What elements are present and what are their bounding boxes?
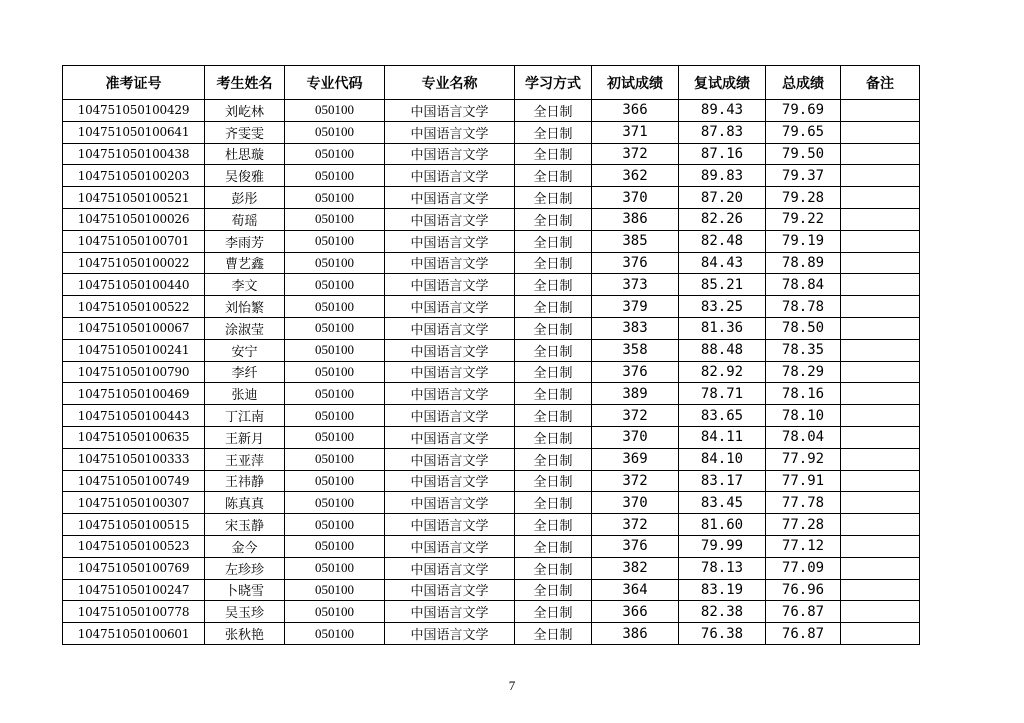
cell-initial-score: 382 bbox=[592, 557, 679, 579]
cell-major-code: 050100 bbox=[285, 579, 385, 601]
cell-major-name: 中国语言文学 bbox=[385, 623, 515, 645]
cell-study-mode: 全日制 bbox=[515, 208, 592, 230]
table-row bbox=[63, 448, 920, 470]
cell-major-code: 050100 bbox=[285, 535, 385, 557]
cell-initial-score: 369 bbox=[592, 448, 679, 470]
cell-major-code: 050100 bbox=[285, 187, 385, 209]
admission-results-table bbox=[62, 65, 920, 645]
cell-major-code: 050100 bbox=[285, 623, 385, 645]
cell-total-score: 77.09 bbox=[766, 557, 841, 579]
cell-total-score: 78.16 bbox=[766, 383, 841, 405]
cell-major-code: 050100 bbox=[285, 165, 385, 187]
cell-major-code: 050100 bbox=[285, 296, 385, 318]
cell-retest-score: 82.92 bbox=[679, 361, 766, 383]
cell-major-name: 中国语言文学 bbox=[385, 187, 515, 209]
table-row bbox=[63, 230, 920, 252]
cell-major-code: 050100 bbox=[285, 470, 385, 492]
cell-candidate-name: 齐雯雯 bbox=[205, 121, 285, 143]
cell-candidate-name: 荀瑶 bbox=[205, 208, 285, 230]
cell-exam-id: 104751050100515 bbox=[63, 514, 205, 536]
cell-exam-id: 104751050100641 bbox=[63, 121, 205, 143]
cell-major-name: 中国语言文学 bbox=[385, 317, 515, 339]
cell-study-mode: 全日制 bbox=[515, 274, 592, 296]
table-header bbox=[63, 66, 920, 100]
cell-initial-score: 364 bbox=[592, 579, 679, 601]
cell-initial-score: 370 bbox=[592, 187, 679, 209]
cell-study-mode: 全日制 bbox=[515, 187, 592, 209]
table-row bbox=[63, 296, 920, 318]
table-row bbox=[63, 514, 920, 536]
cell-retest-score: 79.99 bbox=[679, 535, 766, 557]
table-row bbox=[63, 339, 920, 361]
cell-initial-score: 372 bbox=[592, 405, 679, 427]
cell-study-mode: 全日制 bbox=[515, 535, 592, 557]
cell-retest-score: 87.16 bbox=[679, 143, 766, 165]
cell-initial-score: 386 bbox=[592, 623, 679, 645]
cell-candidate-name: 王新月 bbox=[205, 426, 285, 448]
cell-initial-score: 386 bbox=[592, 208, 679, 230]
cell-exam-id: 104751050100749 bbox=[63, 470, 205, 492]
cell-remarks bbox=[841, 557, 920, 579]
cell-exam-id: 104751050100203 bbox=[63, 165, 205, 187]
cell-major-name: 中国语言文学 bbox=[385, 383, 515, 405]
cell-retest-score: 81.60 bbox=[679, 514, 766, 536]
cell-initial-score: 379 bbox=[592, 296, 679, 318]
cell-study-mode: 全日制 bbox=[515, 165, 592, 187]
cell-initial-score: 383 bbox=[592, 317, 679, 339]
cell-remarks bbox=[841, 208, 920, 230]
cell-major-code: 050100 bbox=[285, 100, 385, 122]
cell-total-score: 79.22 bbox=[766, 208, 841, 230]
cell-major-code: 050100 bbox=[285, 143, 385, 165]
cell-major-code: 050100 bbox=[285, 448, 385, 470]
cell-exam-id: 104751050100601 bbox=[63, 623, 205, 645]
cell-major-code: 050100 bbox=[285, 339, 385, 361]
cell-total-score: 78.29 bbox=[766, 361, 841, 383]
cell-major-code: 050100 bbox=[285, 121, 385, 143]
cell-initial-score: 370 bbox=[592, 492, 679, 514]
cell-study-mode: 全日制 bbox=[515, 514, 592, 536]
header-candidate-name: 考生姓名 bbox=[205, 66, 285, 100]
cell-total-score: 78.35 bbox=[766, 339, 841, 361]
cell-study-mode: 全日制 bbox=[515, 601, 592, 623]
cell-candidate-name: 吴玉珍 bbox=[205, 601, 285, 623]
cell-remarks bbox=[841, 296, 920, 318]
cell-retest-score: 82.38 bbox=[679, 601, 766, 623]
cell-exam-id: 104751050100523 bbox=[63, 535, 205, 557]
cell-remarks bbox=[841, 383, 920, 405]
cell-total-score: 76.87 bbox=[766, 601, 841, 623]
cell-initial-score: 376 bbox=[592, 361, 679, 383]
cell-candidate-name: 王亚萍 bbox=[205, 448, 285, 470]
table-row bbox=[63, 557, 920, 579]
cell-exam-id: 104751050100635 bbox=[63, 426, 205, 448]
cell-study-mode: 全日制 bbox=[515, 623, 592, 645]
table-row bbox=[63, 535, 920, 557]
table-row bbox=[63, 187, 920, 209]
cell-study-mode: 全日制 bbox=[515, 426, 592, 448]
cell-study-mode: 全日制 bbox=[515, 143, 592, 165]
cell-retest-score: 87.83 bbox=[679, 121, 766, 143]
table-row bbox=[63, 623, 920, 645]
cell-major-name: 中国语言文学 bbox=[385, 601, 515, 623]
cell-total-score: 78.04 bbox=[766, 426, 841, 448]
cell-exam-id: 104751050100790 bbox=[63, 361, 205, 383]
cell-exam-id: 104751050100701 bbox=[63, 230, 205, 252]
cell-retest-score: 83.65 bbox=[679, 405, 766, 427]
cell-total-score: 77.92 bbox=[766, 448, 841, 470]
table-row bbox=[63, 426, 920, 448]
cell-remarks bbox=[841, 514, 920, 536]
cell-total-score: 77.91 bbox=[766, 470, 841, 492]
cell-remarks bbox=[841, 274, 920, 296]
cell-candidate-name: 李雨芳 bbox=[205, 230, 285, 252]
cell-total-score: 78.10 bbox=[766, 405, 841, 427]
cell-exam-id: 104751050100769 bbox=[63, 557, 205, 579]
cell-major-name: 中国语言文学 bbox=[385, 121, 515, 143]
cell-total-score: 79.65 bbox=[766, 121, 841, 143]
header-row bbox=[63, 66, 920, 100]
table-row bbox=[63, 165, 920, 187]
cell-total-score: 76.87 bbox=[766, 623, 841, 645]
cell-total-score: 79.69 bbox=[766, 100, 841, 122]
cell-candidate-name: 曹艺鑫 bbox=[205, 252, 285, 274]
cell-exam-id: 104751050100443 bbox=[63, 405, 205, 427]
cell-remarks bbox=[841, 317, 920, 339]
cell-initial-score: 373 bbox=[592, 274, 679, 296]
table-row bbox=[63, 470, 920, 492]
cell-remarks bbox=[841, 579, 920, 601]
cell-study-mode: 全日制 bbox=[515, 557, 592, 579]
cell-retest-score: 83.45 bbox=[679, 492, 766, 514]
cell-retest-score: 82.26 bbox=[679, 208, 766, 230]
cell-remarks bbox=[841, 230, 920, 252]
cell-remarks bbox=[841, 470, 920, 492]
cell-exam-id: 104751050100440 bbox=[63, 274, 205, 296]
cell-initial-score: 376 bbox=[592, 535, 679, 557]
cell-study-mode: 全日制 bbox=[515, 470, 592, 492]
cell-major-code: 050100 bbox=[285, 274, 385, 296]
cell-retest-score: 84.10 bbox=[679, 448, 766, 470]
cell-exam-id: 104751050100022 bbox=[63, 252, 205, 274]
cell-remarks bbox=[841, 143, 920, 165]
cell-exam-id: 104751050100247 bbox=[63, 579, 205, 601]
cell-major-code: 050100 bbox=[285, 405, 385, 427]
cell-retest-score: 87.20 bbox=[679, 187, 766, 209]
table-row bbox=[63, 317, 920, 339]
table-row bbox=[63, 383, 920, 405]
cell-exam-id: 104751050100522 bbox=[63, 296, 205, 318]
table-row bbox=[63, 121, 920, 143]
cell-study-mode: 全日制 bbox=[515, 492, 592, 514]
table-row bbox=[63, 252, 920, 274]
cell-study-mode: 全日制 bbox=[515, 339, 592, 361]
cell-major-code: 050100 bbox=[285, 208, 385, 230]
cell-exam-id: 104751050100438 bbox=[63, 143, 205, 165]
cell-retest-score: 82.48 bbox=[679, 230, 766, 252]
cell-major-name: 中国语言文学 bbox=[385, 296, 515, 318]
cell-candidate-name: 涂淑莹 bbox=[205, 317, 285, 339]
cell-exam-id: 104751050100067 bbox=[63, 317, 205, 339]
cell-study-mode: 全日制 bbox=[515, 230, 592, 252]
cell-retest-score: 83.19 bbox=[679, 579, 766, 601]
cell-major-name: 中国语言文学 bbox=[385, 252, 515, 274]
cell-total-score: 78.89 bbox=[766, 252, 841, 274]
cell-retest-score: 83.25 bbox=[679, 296, 766, 318]
cell-major-name: 中国语言文学 bbox=[385, 405, 515, 427]
cell-exam-id: 104751050100778 bbox=[63, 601, 205, 623]
cell-remarks bbox=[841, 405, 920, 427]
cell-total-score: 78.78 bbox=[766, 296, 841, 318]
cell-remarks bbox=[841, 339, 920, 361]
cell-major-code: 050100 bbox=[285, 557, 385, 579]
cell-total-score: 78.84 bbox=[766, 274, 841, 296]
cell-retest-score: 78.71 bbox=[679, 383, 766, 405]
table-row bbox=[63, 274, 920, 296]
cell-initial-score: 366 bbox=[592, 100, 679, 122]
header-major-code: 专业代码 bbox=[285, 66, 385, 100]
cell-initial-score: 372 bbox=[592, 470, 679, 492]
cell-initial-score: 370 bbox=[592, 426, 679, 448]
cell-exam-id: 104751050100429 bbox=[63, 100, 205, 122]
table-row bbox=[63, 405, 920, 427]
cell-major-code: 050100 bbox=[285, 383, 385, 405]
header-remarks: 备注 bbox=[841, 66, 920, 100]
cell-major-name: 中国语言文学 bbox=[385, 165, 515, 187]
cell-candidate-name: 丁江南 bbox=[205, 405, 285, 427]
header-major-name: 专业名称 bbox=[385, 66, 515, 100]
cell-candidate-name: 陈真真 bbox=[205, 492, 285, 514]
cell-candidate-name: 刘屹林 bbox=[205, 100, 285, 122]
cell-remarks bbox=[841, 448, 920, 470]
cell-major-name: 中国语言文学 bbox=[385, 448, 515, 470]
cell-major-name: 中国语言文学 bbox=[385, 361, 515, 383]
cell-total-score: 77.12 bbox=[766, 535, 841, 557]
cell-study-mode: 全日制 bbox=[515, 448, 592, 470]
cell-major-name: 中国语言文学 bbox=[385, 492, 515, 514]
cell-study-mode: 全日制 bbox=[515, 296, 592, 318]
cell-remarks bbox=[841, 535, 920, 557]
cell-major-name: 中国语言文学 bbox=[385, 100, 515, 122]
cell-major-name: 中国语言文学 bbox=[385, 535, 515, 557]
cell-candidate-name: 张秋艳 bbox=[205, 623, 285, 645]
table-row bbox=[63, 361, 920, 383]
cell-retest-score: 83.17 bbox=[679, 470, 766, 492]
cell-initial-score: 389 bbox=[592, 383, 679, 405]
cell-total-score: 79.37 bbox=[766, 165, 841, 187]
cell-retest-score: 89.83 bbox=[679, 165, 766, 187]
cell-initial-score: 372 bbox=[592, 143, 679, 165]
cell-candidate-name: 刘怡繁 bbox=[205, 296, 285, 318]
cell-candidate-name: 李文 bbox=[205, 274, 285, 296]
table-row bbox=[63, 143, 920, 165]
cell-exam-id: 104751050100521 bbox=[63, 187, 205, 209]
header-retest-score: 复试成绩 bbox=[679, 66, 766, 100]
cell-total-score: 76.96 bbox=[766, 579, 841, 601]
cell-major-code: 050100 bbox=[285, 230, 385, 252]
header-total-score: 总成绩 bbox=[766, 66, 841, 100]
cell-major-name: 中国语言文学 bbox=[385, 557, 515, 579]
cell-exam-id: 104751050100333 bbox=[63, 448, 205, 470]
cell-remarks bbox=[841, 492, 920, 514]
cell-study-mode: 全日制 bbox=[515, 383, 592, 405]
table-row bbox=[63, 492, 920, 514]
cell-study-mode: 全日制 bbox=[515, 405, 592, 427]
cell-retest-score: 81.36 bbox=[679, 317, 766, 339]
cell-remarks bbox=[841, 426, 920, 448]
cell-candidate-name: 张迪 bbox=[205, 383, 285, 405]
cell-major-code: 050100 bbox=[285, 514, 385, 536]
cell-total-score: 79.28 bbox=[766, 187, 841, 209]
cell-retest-score: 78.13 bbox=[679, 557, 766, 579]
header-initial-score: 初试成绩 bbox=[592, 66, 679, 100]
cell-retest-score: 76.38 bbox=[679, 623, 766, 645]
cell-candidate-name: 杜思璇 bbox=[205, 143, 285, 165]
cell-major-name: 中国语言文学 bbox=[385, 143, 515, 165]
cell-exam-id: 104751050100469 bbox=[63, 383, 205, 405]
cell-candidate-name: 左珍珍 bbox=[205, 557, 285, 579]
cell-candidate-name: 宋玉静 bbox=[205, 514, 285, 536]
cell-retest-score: 85.21 bbox=[679, 274, 766, 296]
cell-candidate-name: 金今 bbox=[205, 535, 285, 557]
cell-major-name: 中国语言文学 bbox=[385, 514, 515, 536]
cell-total-score: 78.50 bbox=[766, 317, 841, 339]
cell-remarks bbox=[841, 165, 920, 187]
cell-candidate-name: 李纤 bbox=[205, 361, 285, 383]
cell-major-name: 中国语言文学 bbox=[385, 470, 515, 492]
cell-study-mode: 全日制 bbox=[515, 252, 592, 274]
cell-study-mode: 全日制 bbox=[515, 121, 592, 143]
cell-major-code: 050100 bbox=[285, 426, 385, 448]
header-study-mode: 学习方式 bbox=[515, 66, 592, 100]
cell-major-code: 050100 bbox=[285, 317, 385, 339]
cell-candidate-name: 吴俊雅 bbox=[205, 165, 285, 187]
cell-study-mode: 全日制 bbox=[515, 361, 592, 383]
cell-initial-score: 371 bbox=[592, 121, 679, 143]
cell-initial-score: 385 bbox=[592, 230, 679, 252]
cell-major-code: 050100 bbox=[285, 361, 385, 383]
cell-total-score: 77.28 bbox=[766, 514, 841, 536]
cell-remarks bbox=[841, 100, 920, 122]
cell-candidate-name: 安宁 bbox=[205, 339, 285, 361]
cell-exam-id: 104751050100241 bbox=[63, 339, 205, 361]
cell-retest-score: 88.48 bbox=[679, 339, 766, 361]
cell-major-name: 中国语言文学 bbox=[385, 426, 515, 448]
cell-total-score: 79.50 bbox=[766, 143, 841, 165]
cell-retest-score: 84.11 bbox=[679, 426, 766, 448]
cell-initial-score: 358 bbox=[592, 339, 679, 361]
cell-study-mode: 全日制 bbox=[515, 100, 592, 122]
cell-total-score: 79.19 bbox=[766, 230, 841, 252]
cell-major-name: 中国语言文学 bbox=[385, 339, 515, 361]
cell-major-name: 中国语言文学 bbox=[385, 208, 515, 230]
table-body bbox=[63, 100, 920, 645]
cell-exam-id: 104751050100026 bbox=[63, 208, 205, 230]
cell-retest-score: 84.43 bbox=[679, 252, 766, 274]
cell-exam-id: 104751050100307 bbox=[63, 492, 205, 514]
cell-initial-score: 376 bbox=[592, 252, 679, 274]
cell-study-mode: 全日制 bbox=[515, 579, 592, 601]
cell-remarks bbox=[841, 187, 920, 209]
cell-major-code: 050100 bbox=[285, 492, 385, 514]
cell-initial-score: 362 bbox=[592, 165, 679, 187]
cell-retest-score: 89.43 bbox=[679, 100, 766, 122]
cell-study-mode: 全日制 bbox=[515, 317, 592, 339]
cell-remarks bbox=[841, 601, 920, 623]
cell-candidate-name: 彭彤 bbox=[205, 187, 285, 209]
cell-initial-score: 372 bbox=[592, 514, 679, 536]
cell-major-name: 中国语言文学 bbox=[385, 230, 515, 252]
cell-remarks bbox=[841, 121, 920, 143]
cell-major-name: 中国语言文学 bbox=[385, 579, 515, 601]
cell-remarks bbox=[841, 623, 920, 645]
cell-candidate-name: 王祎静 bbox=[205, 470, 285, 492]
cell-remarks bbox=[841, 361, 920, 383]
table-row bbox=[63, 208, 920, 230]
cell-candidate-name: 卜晓雪 bbox=[205, 579, 285, 601]
table-row bbox=[63, 100, 920, 122]
cell-major-code: 050100 bbox=[285, 252, 385, 274]
table-row bbox=[63, 601, 920, 623]
cell-total-score: 77.78 bbox=[766, 492, 841, 514]
cell-initial-score: 366 bbox=[592, 601, 679, 623]
cell-major-name: 中国语言文学 bbox=[385, 274, 515, 296]
cell-major-code: 050100 bbox=[285, 601, 385, 623]
page-number: 7 bbox=[508, 678, 516, 693]
header-exam-id: 准考证号 bbox=[63, 66, 205, 100]
table-row bbox=[63, 579, 920, 601]
cell-remarks bbox=[841, 252, 920, 274]
